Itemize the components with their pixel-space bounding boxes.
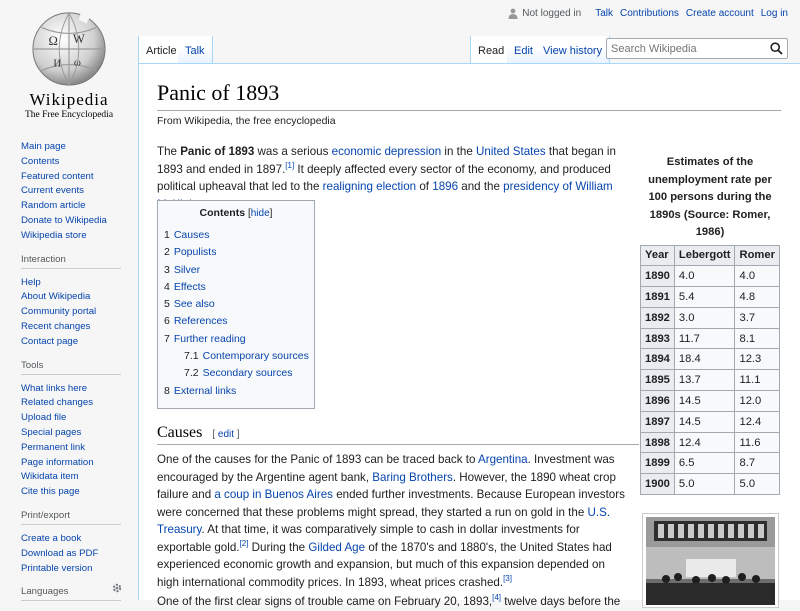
sidebar-heading-interaction: Interaction: [21, 254, 121, 269]
link-argentina[interactable]: Argentina: [477, 453, 528, 466]
text: . Investment was encouraged by the Argentine agent bank,: [157, 453, 615, 484]
sidebar-item-download-as-pdf[interactable]: [21, 547, 138, 562]
reference-2[interactable]: [2]: [239, 538, 249, 548]
sidebar-item-what-links-here[interactable]: [21, 382, 138, 397]
sidebar-link[interactable]: About Wikipedia: [21, 291, 91, 303]
toc-link[interactable]: Secondary sources: [202, 367, 293, 380]
toc-number[interactable]: 7.1: [184, 350, 199, 363]
edit-section: [ edit ]: [212, 429, 240, 440]
toc-item-effects[interactable]: [164, 279, 308, 296]
link-1896[interactable]: 1896: [432, 180, 459, 193]
contributions-link[interactable]: Contributions: [620, 8, 679, 19]
table-row: [641, 349, 780, 370]
sidebar-item-cite-this-page[interactable]: [21, 485, 138, 500]
toc-number[interactable]: 3: [164, 263, 170, 276]
sidebar-item-recent-changes[interactable]: [21, 320, 138, 335]
text: One of the first clear signs of trouble came on February 20, 1893,: [157, 595, 493, 608]
talk-link[interactable]: Talk: [595, 8, 613, 19]
text: One of the causes for the Panic of 1893 can be traced back to: [157, 453, 478, 466]
logo-wordmark: Wikipedia: [29, 90, 109, 109]
logo-tagline: The Free Encyclopedia: [24, 110, 114, 120]
table-row: [641, 287, 780, 308]
table-row: [641, 453, 780, 474]
sidebar-link[interactable]: Permanent link: [21, 441, 85, 453]
table-cell: 8.1: [735, 328, 779, 349]
sidebar-item-help[interactable]: [21, 276, 138, 291]
toc-number[interactable]: 5: [164, 298, 170, 311]
table-row-year: 1890: [641, 266, 675, 287]
log-in-link[interactable]: Log in: [760, 8, 788, 19]
toc-title: Contents [hide]: [199, 207, 273, 219]
sidebar-link[interactable]: Current events: [21, 185, 84, 197]
table-cell: 12.3: [735, 349, 779, 370]
globe-puzzle-icon: [30, 10, 108, 88]
table-row: [641, 328, 780, 349]
stock-exchange-photo: [646, 517, 775, 605]
toc-item-external-links[interactable]: [164, 383, 308, 400]
table-cell: 4.0: [735, 266, 779, 287]
toc-item-contemporary-sources[interactable]: [164, 348, 308, 365]
sidebar-item-create-a-book[interactable]: [21, 532, 138, 547]
bold-title: Panic of 1893: [180, 145, 255, 158]
link-us-treasury[interactable]: U.S. Treasury: [157, 505, 611, 536]
link-united-states[interactable]: United States: [476, 145, 546, 158]
table-cell: 12.0: [735, 391, 779, 412]
table-row: [641, 391, 780, 412]
sidebar-item-page-information[interactable]: [21, 456, 138, 471]
sidebar-link[interactable]: Wikipedia store: [21, 229, 87, 241]
table-cell: 6.5: [674, 453, 735, 474]
table-cell: 12.4: [674, 432, 735, 453]
causes-paragraph: [157, 451, 625, 591]
sidebar-link[interactable]: Printable version: [21, 562, 93, 574]
table-cell: 18.4: [674, 349, 735, 370]
toc-item-causes[interactable]: [164, 227, 308, 244]
toc-hide-link[interactable]: hide: [250, 208, 270, 219]
tab-read[interactable]: Read: [470, 36, 512, 63]
search-input[interactable]: [607, 40, 765, 58]
sidebar-item-random-article[interactable]: [21, 199, 138, 214]
site-subtitle: From Wikipedia, the free encyclopedia: [157, 115, 336, 127]
gear-icon[interactable]: [112, 583, 122, 593]
toc-link[interactable]: Further reading: [173, 332, 246, 345]
toc-number[interactable]: 8: [164, 384, 170, 397]
sidebar-navigation: [21, 140, 138, 244]
text: in the: [441, 145, 477, 158]
table-header-romer: Romer: [735, 245, 779, 266]
search-box: [606, 38, 788, 59]
table-row: [641, 266, 780, 287]
link-economic-depression[interactable]: economic depression: [331, 145, 442, 158]
text: that began in 1893 and ended in 1897.: [157, 145, 616, 176]
table-row: [641, 307, 780, 328]
sidebar-languages: [21, 586, 138, 601]
user-icon: [508, 8, 518, 19]
sidebar-item-featured-content[interactable]: [21, 170, 138, 185]
sidebar-link[interactable]: Main page: [21, 141, 66, 152]
toc-link[interactable]: Populists: [173, 246, 217, 259]
toc-link[interactable]: See also: [173, 298, 215, 311]
sidebar-link[interactable]: Related changes: [21, 397, 94, 409]
toc-number[interactable]: 6: [164, 315, 170, 328]
sidebar-item-donate-to-wikipedia[interactable]: [21, 214, 138, 229]
heading-text: Causes: [157, 424, 203, 441]
table-row-year: 1897: [641, 411, 675, 432]
toc-item-references[interactable]: [164, 313, 308, 330]
text: It deeply affected every sector of the economy, and produced political upheaval that led to the: [157, 162, 611, 193]
toc-link[interactable]: External links: [173, 384, 237, 397]
sidebar-item-upload-file[interactable]: [21, 411, 138, 426]
sidebar-link[interactable]: Upload file: [21, 412, 67, 424]
section-heading-causes: [157, 424, 639, 445]
sidebar-link[interactable]: Special pages: [21, 426, 82, 438]
content-area: [138, 63, 800, 608]
text: . At that time, it was comparatively simple to cash in dollar investments for exportable gold.: [157, 523, 580, 554]
toc-item-see-also[interactable]: [164, 296, 308, 313]
toc-number[interactable]: 7.2: [184, 367, 199, 380]
sidebar-tools: [21, 360, 138, 500]
table-cell: 4.0: [674, 266, 735, 287]
table-header-lebergott: Lebergott: [674, 245, 735, 266]
sidebar-item-wikipedia-store[interactable]: [21, 229, 138, 244]
text: The: [157, 145, 181, 158]
toc-link[interactable]: Effects: [173, 280, 206, 293]
table-row-year: 1896: [641, 391, 675, 412]
table-cell: 11.6: [735, 432, 779, 453]
table-cell: 14.5: [674, 391, 735, 412]
toc-number[interactable]: 1: [164, 229, 170, 241]
sidebar-item-wikidata-item[interactable]: [21, 470, 138, 485]
reference-4[interactable]: [4]: [492, 593, 502, 603]
text: was a serious: [254, 145, 332, 158]
table-row: [641, 411, 780, 432]
edit-section-link[interactable]: edit: [217, 429, 235, 440]
text: . However, the 1890 wheat crop failure and: [157, 470, 616, 501]
text: of the 1870's and 1880's, the United States had experienced economic growth and expansion, but much of this expansion depended on high international commodity prices. In 1893, wheat prices crashed.: [157, 540, 612, 589]
svg-text:W: W: [72, 32, 85, 47]
table-row-year: 1898: [641, 432, 675, 453]
link-realigning-election[interactable]: realigning election: [322, 180, 417, 193]
page-title: Panic of 1893: [157, 80, 781, 111]
link-baring-brothers[interactable]: Baring Brothers: [372, 470, 453, 484]
sidebar-link[interactable]: Random article: [21, 200, 86, 212]
sidebar-link[interactable]: Contents: [21, 155, 60, 167]
sidebar-heading-languages[interactable]: Languages: [21, 586, 121, 601]
toc-link[interactable]: References: [173, 315, 228, 328]
reference-1[interactable]: [1]: [285, 160, 295, 170]
table-row-year: 1891: [641, 287, 675, 308]
table-cell: 3.0: [674, 307, 735, 328]
tab-article[interactable]: Article: [138, 36, 185, 63]
sidebar-item-current-events[interactable]: [21, 184, 138, 199]
table-cell: 11.7: [674, 328, 735, 349]
sidebar: [0, 140, 138, 611]
sidebar-item-contents[interactable]: [21, 155, 138, 170]
table-cell: 4.8: [735, 287, 779, 308]
sidebar-item-about-wikipedia[interactable]: [21, 290, 138, 305]
tab-talk[interactable]: Talk: [178, 36, 213, 63]
link-coup-buenos-aires[interactable]: a coup in Buenos Aires: [214, 488, 333, 501]
sidebar-link[interactable]: Download as PDF: [21, 547, 99, 559]
sidebar-link[interactable]: Wikidata item: [21, 471, 79, 483]
link-gilded-age[interactable]: Gilded Age: [308, 540, 366, 554]
tab-view-history[interactable]: View history: [536, 36, 610, 63]
sidebar-item-related-changes[interactable]: [21, 396, 138, 411]
sidebar-interaction: [21, 254, 138, 350]
sidebar-item-contact-page[interactable]: [21, 335, 138, 350]
toc-item-further-reading[interactable]: [164, 331, 308, 348]
toc-item-silver[interactable]: [164, 262, 308, 279]
sidebar-link[interactable]: Donate to Wikipedia: [21, 214, 107, 226]
table-cell: 5.0: [735, 474, 779, 495]
unemployment-table-caption: Estimates of the unemployment rate per 100 persons during the 1890s (Source: Romer, 1986): [648, 156, 772, 238]
table-cell: 12.4: [735, 411, 779, 432]
table-cell: 14.5: [674, 411, 735, 432]
tab-edit[interactable]: Edit: [507, 36, 541, 63]
toc-number[interactable]: 4: [164, 280, 170, 293]
table-cell: 3.7: [735, 307, 779, 328]
not-logged-in-label: Not logged in: [522, 8, 582, 19]
text: of: [416, 180, 433, 193]
toc-link[interactable]: Silver: [173, 263, 201, 276]
text: twelve days before the: [501, 595, 621, 608]
unemployment-table: [640, 245, 780, 496]
sidebar-link[interactable]: Create a book: [21, 532, 82, 544]
table-cell: 11.1: [735, 370, 779, 391]
table-cell: 8.7: [735, 453, 779, 474]
sidebar-link[interactable]: Page information: [21, 456, 94, 468]
table-of-contents: [157, 200, 315, 409]
thumbnail-image[interactable]: [642, 513, 779, 608]
svg-text:ω: ω: [73, 56, 81, 69]
sidebar-heading-tools: Tools: [21, 360, 121, 375]
sidebar-link[interactable]: What links here: [21, 382, 88, 394]
sidebar-item-permanent-link[interactable]: [21, 441, 138, 456]
table-cell: 5.0: [674, 474, 735, 495]
table-header-year: Year: [641, 245, 675, 266]
toc-item-secondary-sources[interactable]: [164, 365, 308, 382]
table-row: [641, 432, 780, 453]
table-cell: 5.4: [674, 287, 735, 308]
sidebar-item-printable-version[interactable]: [21, 562, 138, 577]
table-row-year: 1900: [641, 474, 675, 495]
sidebar-link[interactable]: Recent changes: [21, 320, 91, 332]
sidebar-item-main-page[interactable]: [21, 140, 138, 155]
toc-link[interactable]: Causes: [173, 229, 210, 241]
svg-text:И: И: [53, 57, 62, 70]
sidebar-print: [21, 510, 138, 576]
sidebar-link[interactable]: Community portal: [21, 306, 97, 318]
unemployment-table-box: [640, 154, 780, 495]
text: ended further investments. Because European investors were concerned that these problems might spread, they started a run on gold in the: [157, 488, 625, 519]
table-row-year: 1895: [641, 370, 675, 391]
sidebar-item-special-pages[interactable]: [21, 426, 138, 441]
table-row-year: 1893: [641, 328, 675, 349]
svg-text:Ω: Ω: [48, 34, 58, 49]
personal-tools: [508, 8, 788, 19]
search-icon[interactable]: [770, 42, 783, 55]
table-cell: 13.7: [674, 370, 735, 391]
toc-number[interactable]: 7: [164, 332, 170, 345]
sidebar-link[interactable]: Featured content: [21, 170, 94, 182]
wikipedia-logo[interactable]: [0, 0, 138, 130]
toc-item-populists[interactable]: [164, 244, 308, 261]
table-row: [641, 370, 780, 391]
table-row-year: 1899: [641, 453, 675, 474]
sidebar-link[interactable]: Cite this page: [21, 486, 80, 498]
sidebar-link[interactable]: Help: [21, 276, 41, 288]
sidebar-item-community-portal[interactable]: [21, 305, 138, 320]
toc-number[interactable]: 2: [164, 246, 170, 259]
sidebar-link[interactable]: Contact page: [21, 335, 79, 347]
text: During the: [248, 540, 309, 554]
toc-link[interactable]: Contemporary sources: [202, 350, 309, 363]
sidebar-heading-print: Print/export: [21, 510, 121, 525]
link-presidency-mckinley[interactable]: presidency of William: [503, 180, 613, 193]
table-row-year: 1894: [641, 349, 675, 370]
text: and the: [458, 180, 504, 193]
reference-3[interactable]: [3]: [503, 573, 512, 583]
create-account-link[interactable]: Create account: [685, 8, 754, 19]
table-row: [641, 474, 780, 495]
table-row-year: 1892: [641, 307, 675, 328]
toc-heading: Contents: [199, 207, 246, 219]
